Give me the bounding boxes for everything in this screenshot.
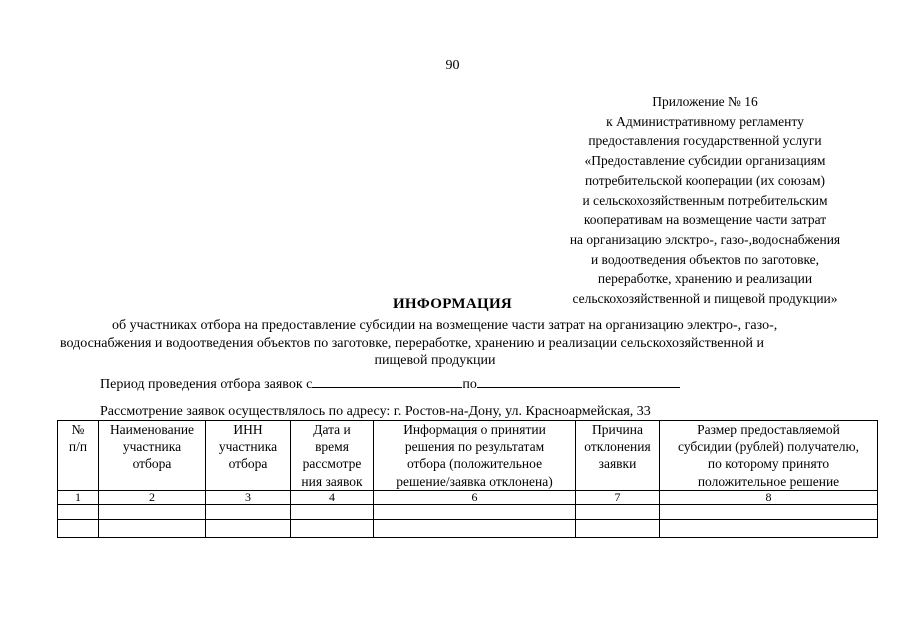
period-label: Период проведения отбора заявок с [100, 377, 313, 392]
column-number: 2 [99, 491, 206, 505]
appendix-line: кооперативам на возмещение части затрат [583, 212, 827, 228]
selection-period [100, 374, 680, 393]
column-number: 7 [576, 491, 660, 505]
appendix-line: к Административному регламенту [606, 113, 804, 129]
table-cell [576, 520, 660, 538]
appendix-line: и сельскохозяйственным потребительским [582, 192, 828, 208]
table-cell [291, 505, 374, 520]
table-cell [206, 505, 291, 520]
column-number: 1 [58, 491, 99, 505]
table-cell [374, 505, 576, 520]
table-header-row [58, 421, 878, 491]
appendix-line: сельскохозяйственной и пищевой продукции» [572, 291, 838, 307]
table-cell [576, 505, 660, 520]
appendix-block [530, 92, 880, 309]
review-address: Рассмотрение заявок осуществлялось по адресу: г. Ростов-на-Дону, ул. Красноармейская, 33 [100, 404, 651, 419]
table-cell [291, 520, 374, 538]
subtitle-line: пищевой продукции [374, 353, 496, 368]
page-number: 90 [445, 58, 460, 73]
table-cell [660, 520, 878, 538]
table-cell [99, 520, 206, 538]
period-end-blank [477, 374, 680, 388]
table-cell [58, 520, 99, 538]
column-number-row [58, 491, 878, 505]
document-subtitle [60, 317, 880, 370]
appendix-line: на организацию элсктро-, газо-,водоснабжения [569, 231, 841, 247]
table-row [58, 505, 878, 520]
header-rejection-reason: Причина отклонения заявки [576, 421, 660, 491]
subtitle-line: водоснабжения и водоотведения объектов по заготовке, переработке, хранению и реализации сельскохозяйственной и [60, 335, 764, 351]
appendix-line: потребительской кооперации (их союзам) [584, 172, 826, 188]
appendix-line: «Предоставление субсидии организациям [584, 153, 826, 169]
header-inn: ИНН участника отбора [206, 421, 291, 491]
header-participant-name: Наименование участника отбора [99, 421, 206, 491]
column-number: 6 [374, 491, 576, 505]
period-start-blank [312, 374, 462, 388]
subtitle-line: об участниках отбора на предоставление субсидии на возмещение части затрат на организацию электро-, газо-, [112, 318, 778, 333]
header-review-datetime: Дата и время рассмотре ния заявок [291, 421, 374, 491]
document-title: ИНФОРМАЦИЯ [392, 296, 513, 312]
participants-table [57, 420, 878, 538]
appendix-line: и водоотведения объектов по заготовке, [590, 251, 820, 267]
table-cell [660, 505, 878, 520]
table-cell [99, 505, 206, 520]
column-number: 3 [206, 491, 291, 505]
header-number: № п/п [58, 421, 99, 491]
column-number: 8 [660, 491, 878, 505]
header-decision-info: Информация о принятии решения по результатам отбора (положительное решение/заявка отклонена) [374, 421, 576, 491]
table-cell [374, 520, 576, 538]
appendix-line: предоставления государственной услуги [588, 133, 822, 149]
appendix-line: переработке, хранению и реализации [597, 271, 813, 287]
header-subsidy-amount: Размер предоставляемой субсидии (рублей) получателю, по которому принято положительное решение [660, 421, 878, 491]
table-cell [58, 505, 99, 520]
table-row [58, 520, 878, 538]
table-cell [206, 520, 291, 538]
period-to-label: по [462, 377, 477, 392]
column-number: 4 [291, 491, 374, 505]
appendix-line: Приложение № 16 [652, 94, 758, 109]
